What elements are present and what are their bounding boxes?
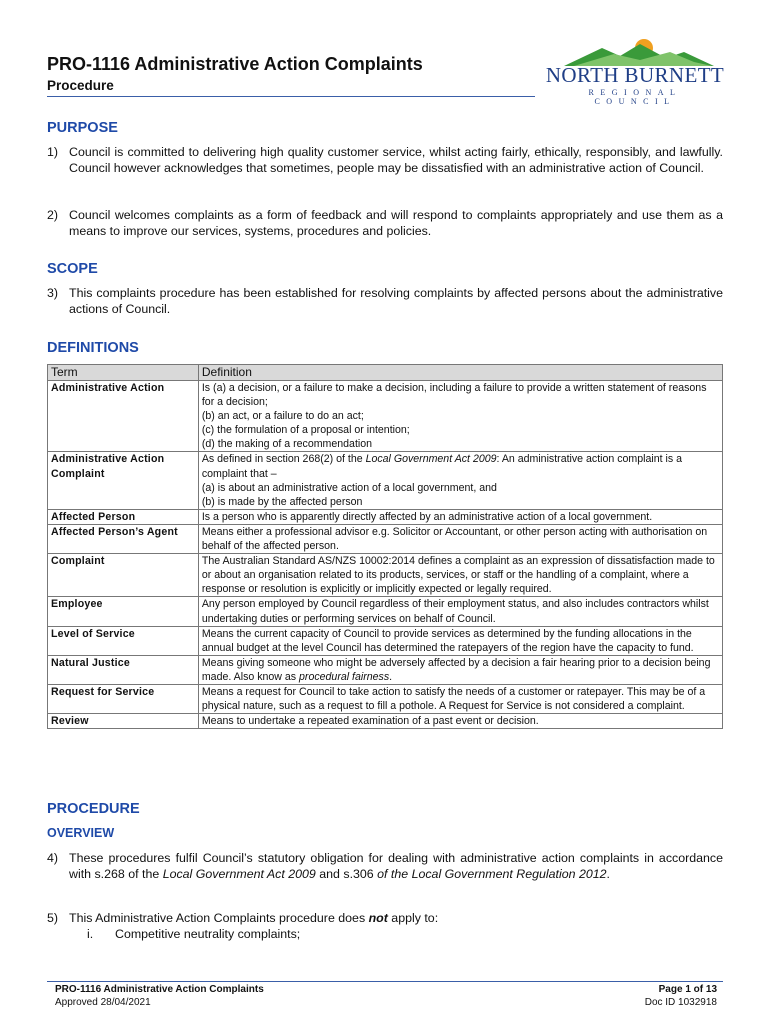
definition-text — [198, 554, 722, 597]
item-number: 2) — [47, 208, 59, 222]
definition-text — [198, 684, 722, 713]
item-text: Council is committed to delivering high quality customer service, whilst acting fairly, ethically, responsibly, and lawfully. Council however acknowledges that sometimes, people may be dissatisfied with an administrative action of Council. — [69, 145, 723, 175]
procedure-item-4 — [47, 850, 723, 882]
column-header-term: Term — [48, 365, 199, 381]
header-divider — [47, 96, 535, 97]
footer-page-number: Page 1 of 13 — [658, 984, 717, 995]
definition-term: Administrative Action — [48, 381, 199, 452]
document-header — [47, 48, 725, 108]
column-header-definition: Definition — [198, 365, 722, 381]
council-logo — [544, 34, 726, 106]
definition-line: Means the current capacity of Council to provide services as determined by the funding allocations in the annual budget at the level Council has determined the ratepayers of the region have the capacity to fund. — [201, 627, 694, 654]
purpose-heading: PURPOSE — [47, 120, 118, 136]
table-row — [48, 655, 723, 684]
definition-line: Means to undertake a repeated examination of a past event or decision. — [201, 715, 539, 728]
definition-term: Level of Service — [48, 626, 199, 655]
definition-term: Administrative Action Complaint — [48, 452, 199, 509]
table-row — [48, 524, 723, 553]
definition-text — [198, 452, 722, 509]
footer-doc-id: Doc ID 1032918 — [644, 997, 717, 1008]
footer-divider — [47, 981, 723, 982]
definition-line: (a) is about an administrative action of a local government, and — [201, 481, 497, 494]
definition-term: Affected Person’s Agent — [48, 524, 199, 553]
definition-line: (c) the formulation of a proposal or intention; — [201, 424, 410, 437]
item-text: These procedures fulfil Council’s statutory obligation for dealing with administrative action complaints in accordance with s.268 of the Local Government Act 2009 and s.306 of the Local Government Regulation 2012. — [69, 851, 723, 881]
definitions-heading: DEFINITIONS — [47, 340, 139, 356]
definition-term: Review — [48, 714, 199, 729]
item-number: 1) — [47, 145, 59, 159]
definition-line: (b) an act, or a failure to do an act; — [201, 410, 364, 423]
definition-text — [198, 509, 722, 524]
definition-text — [198, 655, 722, 684]
definition-line: (b) is made by the affected person — [201, 495, 363, 508]
definition-text — [198, 714, 722, 729]
scope-item-3 — [47, 285, 723, 317]
item-text: This complaints procedure has been established for resolving complaints by affected persons about the administrative actions of Council. — [69, 286, 723, 316]
definition-line: Is (a) a decision, or a failure to make a decision, including a failure to provide a written statement of reasons for a decision; — [201, 382, 707, 409]
item-number: 4) — [47, 851, 59, 865]
definitions-table — [47, 364, 723, 729]
definition-line: Means a request for Council to take action to satisfy the needs of a customer or ratepayer. This may be of a physical nature, such as a request to fill a pothole. A Request for Service is not considered a complaint. — [201, 685, 706, 713]
footer-doc-title: PRO-1116 Administrative Action Complaints — [55, 984, 264, 995]
sub-item-text: Competitive neutrality complaints; — [115, 927, 301, 941]
definition-line: The Australian Standard AS/NZS 10002:2014 defines a complaint as an expression of dissatisfaction made to or about an organisation related to its products, services, or staff or the handling of a complaint, where a response or resolution is explicitly or implicitly expected or legally required. — [201, 555, 715, 596]
document-subtitle: Procedure — [47, 78, 114, 93]
table-row — [48, 597, 723, 626]
purpose-item-1 — [47, 144, 723, 176]
overview-subheading: OVERVIEW — [47, 826, 115, 840]
definition-term: Complaint — [48, 554, 199, 597]
table-header-row — [48, 365, 723, 381]
definition-line: Is a person who is apparently directly affected by an administrative action of a local government. — [201, 510, 653, 523]
procedure-sub-item-i — [87, 926, 300, 942]
definition-text — [198, 524, 722, 553]
logo-subtitle: REGIONAL COUNCIL — [588, 88, 682, 106]
definition-term: Employee — [48, 597, 199, 626]
table-row — [48, 714, 723, 729]
table-row — [48, 381, 723, 452]
table-row — [48, 554, 723, 597]
table-row — [48, 452, 723, 509]
definition-text — [198, 381, 722, 452]
table-row — [48, 684, 723, 713]
definition-term: Natural Justice — [48, 655, 199, 684]
definition-text — [198, 597, 722, 626]
item-number: 3) — [47, 286, 59, 300]
item-number: 5) — [47, 911, 59, 925]
scope-heading: SCOPE — [47, 261, 98, 277]
definition-term: Request for Service — [48, 684, 199, 713]
table-row — [48, 626, 723, 655]
procedure-item-5 — [47, 910, 723, 926]
item-text: This Administrative Action Complaints procedure does not apply to: — [69, 911, 439, 925]
sub-item-number: i. — [87, 927, 94, 941]
logo-wordmark: NORTH BURNETT — [545, 63, 725, 87]
footer-approved-date: Approved 28/04/2021 — [55, 997, 151, 1008]
document-title: PRO-1116 Administrative Action Complaints — [47, 54, 423, 74]
definition-term: Affected Person — [48, 509, 199, 524]
definition-line: As defined in section 268(2) of the Local Government Act 2009: An administrative action complaint is a complaint that – — [201, 453, 682, 480]
definition-line: (d) the making of a recommendation — [201, 438, 373, 451]
item-text: Council welcomes complaints as a form of feedback and will respond to complaints appropriately and use them as a means to improve our services, systems, procedures and policies. — [69, 208, 723, 238]
definition-text — [198, 626, 722, 655]
definition-line: Any person employed by Council regardless of their employment status, and also includes contractors whilst undertaking duties or performing services on behalf of Council. — [201, 598, 709, 625]
procedure-heading: PROCEDURE — [47, 801, 140, 817]
definition-line: Means giving someone who might be adversely affected by a decision a fair hearing prior to a decision being made. Also know as procedural fairness. — [201, 656, 711, 683]
table-row — [48, 509, 723, 524]
purpose-item-2 — [47, 207, 723, 239]
definition-line: Means either a professional advisor e.g. Solicitor or Accountant, or other person acting with authorisation on behalf of the affected person. — [201, 525, 708, 553]
